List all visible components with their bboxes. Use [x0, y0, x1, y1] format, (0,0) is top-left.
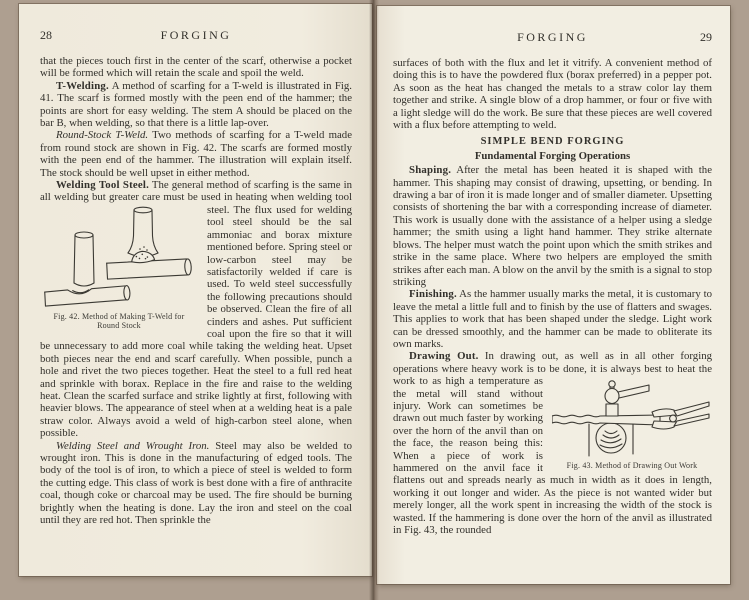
page-29-body [393, 57, 712, 536]
page-28-body [40, 55, 352, 526]
running-title: FORGING [160, 28, 232, 42]
run-in-heading-italic: Round-Stock T-Weld. [56, 129, 149, 142]
paragraph-text: surfaces of both with the flux and let it vitrify. A convenient method of doing this is to have the powdered flux (borax preferred) in a pepper pot. As soon as the heat has changed the metals to a straw color lay them together and strike. A single blow of a drop hammer, or four or five with a light sledge will do the work. Be sure that these pieces are well covered with a flux before attempting to weld. [393, 57, 712, 132]
paragraph-text: that the pieces touch first in the center of the scarf, otherwise a pocket will be formed which will retain the scale and spoil the weld. [40, 55, 352, 80]
figure-43 [552, 377, 712, 471]
page-28-header [40, 28, 352, 43]
caption-line: Round Stock [97, 321, 141, 331]
paragraph-welding-steel-wrought-iron [40, 440, 352, 527]
caption-line: Fig. 43. Method of Drawing Out Work [566, 461, 698, 471]
paragraph-welding-tool-steel [40, 179, 352, 440]
figure-42-drawing [40, 206, 198, 310]
paragraph-continuation [40, 55, 352, 80]
paragraph-shaping [393, 164, 712, 288]
paragraph-text: welding tool steel. The flux used for welding tool steel should be the sal ammoniac and borax mixture mentioned before. Spring steel or low-carbon steel may be satisfactorily welded if care is used. To weld steel successfully the following precautions should be observed. Clean the fire of all cinders and ashes. Put sufficient coal upon the fire so that it will be unnecessary to add more coal while taking the welding heat. Upset both pieces near the end and scarf carefully. When possible, punch a hole and rivet the two pieces together. Heat the steel to a full red heat and sprinkle with borax. Replace in the fire and raise to the welding heat. Clean the scarfed surface and strike lightly at first, following with heavier blows. The appearance of steel when at a welding heat is a pale straw color. Always avoid a weld of high-carbon steel alone, when possible. [40, 191, 352, 440]
paragraph-continuation [393, 57, 712, 131]
paragraph-finishing [393, 288, 712, 350]
section-heading: SIMPLE BEND FORGING [480, 136, 625, 148]
tongs-icon [652, 402, 709, 429]
run-in-heading: Drawing Out. [409, 350, 479, 363]
figure-42-caption [40, 312, 198, 331]
run-in-heading: Welding Tool Steel. [56, 179, 150, 192]
run-in-heading: Shaping. [409, 164, 452, 177]
page-29 [377, 6, 730, 584]
paragraph-text: After the metal has been heated it is shaped with the hammer. This shaping may consist of drawing, upsetting, or bending. In drawing a bar of iron it is made longer and of smaller diameter. Upsetting consists of shortening the bar with a corresponding increase of diameter. This work is usually done with the assistance of a helper using a sledge hammer; the smith using a light hand hammer. They strike alternate blows. The helper must watch the point upon which the smith strikes and strike in the same place. Where two helpers are employed the smith strikes after each man. A blow on the anvil by the smith is a signal to stop striking [393, 164, 712, 288]
paragraph-text: Steel may also be welded to wrought iron. This is done in the manufacturing of edged tools. The body of the tool is of iron, to which a piece of steel is welded to form the cutting edge. This class of work is best done with a fire of anthracite coal, though coke or charcoal may be used. The fire should be burning brightly when the heating is done. Lay the iron and steel on the coal until they are red hot. Then sprinkle the [40, 439, 352, 527]
paragraph-t-welding [40, 80, 352, 130]
figure-42 [40, 206, 198, 331]
caption-line: Fig. 42. Method of Making T-Weld for [53, 311, 185, 321]
page-number: 28 [40, 28, 52, 42]
running-title: FORGING [517, 30, 588, 44]
subsection-heading: Fundamental Forging Operations [474, 149, 631, 162]
paragraph-text: Two methods of scarfing for a T-weld made from round stock are shown in Fig. 42. The scarfs are formed mostly with the peen end of the hammer. The illustration will explain itself. The stock should be well upset in either method. [40, 129, 352, 179]
figure-43-caption [552, 461, 712, 471]
paragraph-text: The general method of scarfing is the same in all welding but greater care must be used in heating when [40, 179, 352, 204]
run-in-heading-italic: Welding Steel and Wrought Iron. [56, 439, 210, 452]
hammer-icon [605, 381, 649, 416]
run-in-heading: T-Welding. [56, 79, 109, 92]
page-number: 29 [700, 30, 712, 44]
run-in-heading: Finishing. [409, 288, 457, 301]
paragraph-round-stock-t-weld [40, 129, 352, 179]
page-29-header [393, 30, 712, 45]
paragraph-text: In drawing out, as well as in all other forging operations where heavy work is to be done, it is always best to heat [393, 350, 713, 375]
paragraph-text: A method of scarfing for a T-weld is illustrated in Fig. 41. The scarf is formed mostly with the peen end of the hammer; the points are short for easy welding. The stem A should be placed on the bar B, when welding, so that there is a little lap-over. [40, 79, 352, 130]
paragraph-text: the work to as high a temperature as the metal will stand without injury. Work can sometimes be drawn out much faster by working over the horn of the anvil than on the face, the reason being this: When a piece of work is hammered on the anvil face it flattens out and spreads nearly as much in width as it does in length, working it out longer and wider. As the piece is not wanted wider but merely longer, all the work spent in increasing the width of the stock is wasted. If the hammering is done over the horn of the anvil as illustrated in Fig. 43, the rounded [393, 362, 712, 537]
paragraph-text: As the hammer usually marks the metal, it is customary to leave the metal a little full and to finish by the use of flatters and swages. This applies to work that has been shaped under the sledge. Light work can be dressed smoothly, and the hammer can be made to obliterate its own marks. [393, 288, 712, 350]
page-28 [19, 4, 372, 576]
figure-43-drawing [552, 377, 712, 459]
paragraph-drawing-out [393, 350, 712, 536]
